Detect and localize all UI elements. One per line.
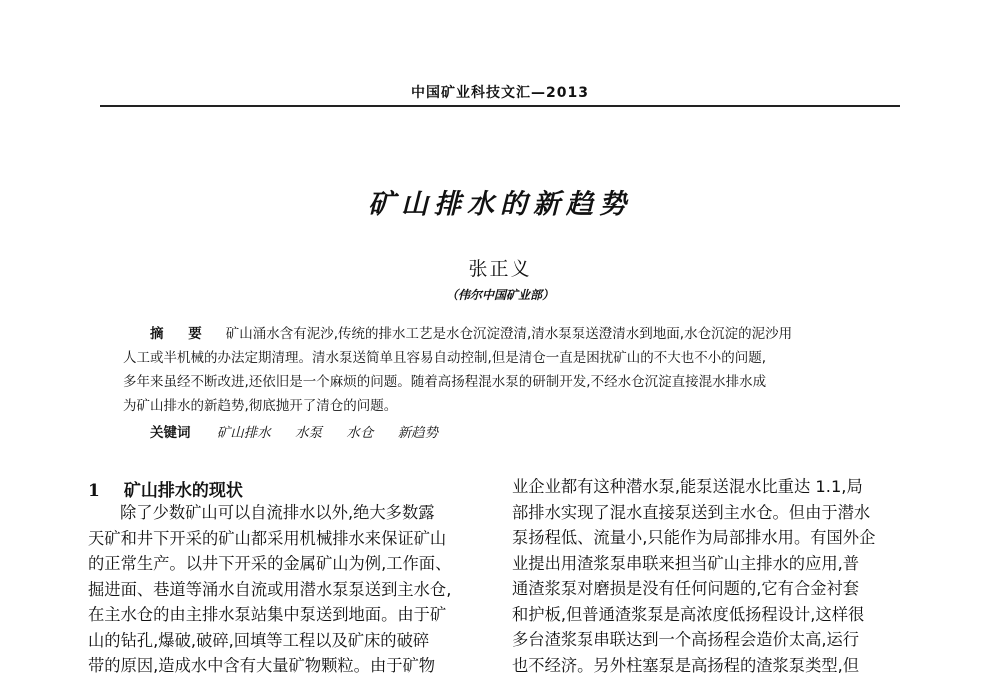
body-line: 的正常生产。以井下开采的金属矿山为例,工作面、 — [88, 554, 452, 573]
body-line: 掘进面、巷道等涌水自流或用潜水泵泵送到主水仓, — [88, 579, 452, 599]
header-rule — [100, 105, 900, 107]
body-line: 业提出用渣浆泵串联来担当矿山主排水的应用,普 — [512, 553, 860, 573]
abstract-text: 矿山涌水含有泥沙,传统的排水工艺是水仓沉淀澄清,清水泵泵送澄清水到地面,水仓沉淀的泥沙用 — [225, 326, 793, 342]
abstract-line: 人工或半机械的办法定期清理。清水泵送简单且容易自动控制,但是清仓一直是困扰矿山的不大也不小的问题, — [123, 350, 767, 366]
keyword: 水仓 — [346, 425, 374, 441]
keywords-label: 关键词 — [150, 425, 191, 441]
keywords — [150, 421, 458, 445]
body-line: 业企业都有这种潜水泵,能泵送混水比重达 1.1,局 — [512, 477, 863, 496]
abstract-label: 摘 要 — [150, 326, 212, 342]
body-line: 山的钻孔,爆破,破碎,回填等工程以及矿床的破碎 — [88, 630, 430, 650]
author: 张正义 — [468, 258, 532, 280]
body-line: 泵扬程低、流量小,只能作为局部排水用。有国外企 — [512, 528, 876, 547]
abstract-line: 多年来虽经不断改进,还依旧是一个麻烦的问题。随着高扬程混水泵的研制开发,不经水仓沉淀直接混水排水成 — [123, 374, 767, 390]
keyword: 水泵 — [295, 425, 323, 441]
abstract-line — [150, 322, 792, 346]
running-header: 中国矿业科技文汇—2013 — [411, 85, 589, 101]
body-line: 部排水实现了混水直接泵送到主水仓。但由于潜水 — [512, 502, 871, 522]
body-line: 除了少数矿山可以自流排水以外,绝大多数露 — [120, 503, 435, 522]
abstract-line: 为矿山排水的新趋势,彻底抛开了清仓的问题。 — [123, 398, 398, 414]
keyword: 新趋势 — [397, 425, 439, 441]
body-line: 和护板,但普通渣浆泵是高浓度低扬程设计,这样很 — [512, 604, 865, 624]
paper-title: 矿山排水的新趋势 — [368, 189, 632, 220]
body-line: 多台渣浆泵串联达到一个高扬程会造价太高,运行 — [512, 630, 860, 649]
body-line: 在主水仓的由主排水泵站集中泵送到地面。由于矿 — [88, 605, 447, 624]
section-number: 1 — [88, 481, 100, 501]
body-line: 也不经济。另外柱塞泵是高扬程的渣浆泵类型,但 — [512, 655, 860, 675]
body-line: 天矿和井下开采的矿山都采用机械排水来保证矿山 — [88, 528, 447, 548]
section-title: 矿山排水的现状 — [123, 481, 243, 501]
body-line: 通渣浆泵对磨损是没有任何问题的,它有合金衬套 — [512, 579, 860, 598]
body-line: 带的原因,造成水中含有大量矿物颗粒。由于矿物 — [88, 656, 436, 675]
affiliation: （伟尔中国矿业部） — [445, 288, 554, 302]
section-heading — [88, 476, 243, 501]
keyword: 矿山排水 — [216, 425, 271, 441]
